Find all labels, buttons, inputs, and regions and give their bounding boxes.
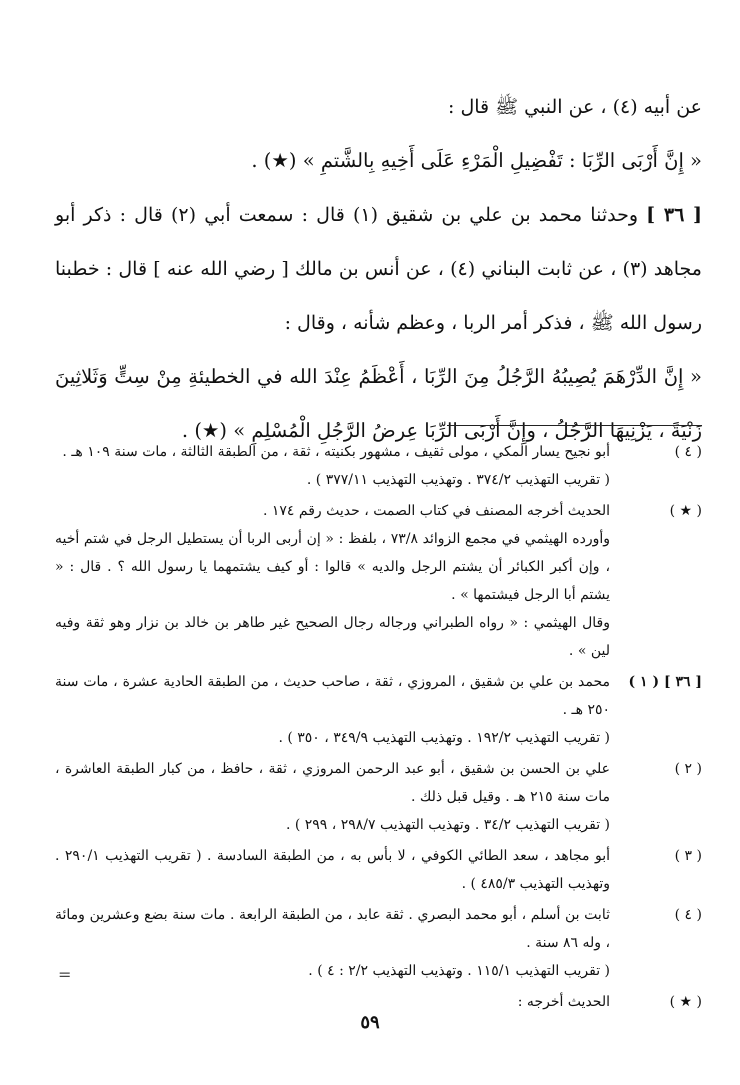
footnote-marker: ( ٤ ): [674, 444, 702, 460]
footnote: [55, 842, 702, 898]
footnote-marker: [ ٣٦ ] ( ١ ): [628, 674, 702, 690]
footnote-paragraph: أبو نجيح يسار المكي ، مولى ثقيف ، مشهور بكنيته ، ثقة ، من الطبقة الثالثة ، مات سنة ١٠٩ هـ .: [62, 444, 610, 460]
footnote-paragraph: الحديث أخرجه :: [517, 994, 610, 1010]
footnote: [55, 755, 702, 839]
footnotes: [55, 438, 702, 1019]
footnote-paragraph: وأورده الهيثمي في مجمع الزوائد ٧٣/٨ ، بلفظ : « إن أربى الربا أن يستطيل الرجل في شتم أخيه ، وإن أكبر الكبائر أن يشتم الرجل والديه » قالوا : أو كيف يشتمهما يا رسول الله ؟ . قال : « يشتم أبا الرجل فيشتمها » .: [55, 531, 611, 603]
footnote-paragraph: ( تقريب التهذيب ١١٥/١ . وتهذيب التهذيب ٢/٢ : ٤ ) .: [308, 963, 610, 979]
footnote-paragraph: ( تقريب التهذيب ٣٤/٢ . وتهذيب التهذيب ٢٩٨/٧ ، ٢٩٩ ) .: [285, 817, 610, 833]
footnote-marker: ( ٤ ): [674, 907, 702, 923]
footnote: [55, 668, 702, 752]
footnote-paragraph: ( تقريب التهذيب ٣٧٤/٢ . وتهذيب التهذيب ٣٧٧/١١ ) .: [306, 472, 610, 488]
footnote-body: [55, 755, 610, 839]
footnote-paragraph: علي بن الحسن بن شقيق ، أبو عبد الرحمن المروزي ، ثقة ، حافظ ، من كبار الطبقة العاشرة ، مات سنة ٢١٥ هـ . وقيل قبل ذلك .: [55, 761, 610, 805]
footnote-body: [55, 497, 610, 665]
footnote: [55, 497, 702, 665]
hadith-text-1: « إِنَّ أَرْبَى الرِّبَا : تَفْضِيلِ الْمَرْءِ عَلَى أَخِيهِ بِالشَّتمِ » (★) .: [251, 149, 702, 172]
footnote-paragraph: وقال الهيثمي : « رواه الطبراني ورجاله رجال الصحيح غير طاهر بن خالد بن نزار وهو ثقة وفيه لين » .: [55, 615, 610, 659]
narration-text: وحدثنا محمد بن علي بن شقيق (١) قال : سمعت أبي (٢) قال : ذكر أبو مجاهد (٣) ، عن ثابت البناني (٤) ، عن أنس بن مالك [ رضي الله عنه ] قال : خطبنا رسول الله ﷺ ، فذكر أمر الربا ، وعظم شأنه ، وقال :: [55, 204, 702, 334]
footnote-paragraph: محمد بن علي بن شقيق ، المروزي ، ثقة ، صاحب حديث ، من الطبقة الحادية عشرة ، مات سنة ٢٥٠ هـ .: [55, 674, 610, 718]
footnote-marker: ( ★ ): [669, 994, 702, 1010]
footnote-marker: ( ★ ): [669, 503, 702, 519]
page-number: ٥٩: [360, 1012, 380, 1033]
footnote-paragraph: ( تقريب التهذيب ١٩٢/٢ . وتهذيب التهذيب ٣٤٩/٩ ، ٣٥٠ ) .: [278, 730, 610, 746]
continuation-mark: =: [58, 965, 72, 984]
footnote-marker: ( ٣ ): [674, 848, 702, 864]
footnote: [55, 438, 702, 494]
entry-number: [ ٣٦ ]: [646, 204, 702, 226]
footnote-body: [55, 438, 610, 494]
footnote: [55, 901, 702, 985]
footnote-divider: [447, 425, 702, 426]
main-text: [55, 80, 702, 458]
footnote-paragraph: الحديث أخرجه المصنف في كتاب الصمت ، حديث رقم ١٧٤ .: [262, 503, 610, 519]
footnote-body: [55, 901, 610, 985]
intro-line: عن أبيه (٤) ، عن النبي ﷺ قال :: [448, 96, 702, 118]
footnote-marker: ( ٢ ): [674, 761, 702, 777]
hadith-text-2: « إِنَّ الدِّرْهَمَ يُصِيبُهُ الرَّجُلُ مِنَ الرِّبَا ، أَعْظَمُ عِنْدَ الله في الخطيئةِ مِنْ سِتٍّ وَثَلاثِينَ زَنْيَةً ، يَزْنِيهَا الرَّجُلُ ، وإِنَّ أَرْبَى الرِّبَا عِرضُ الرَّجُلِ الْمُسْلِمِ » (★) .: [55, 365, 702, 442]
footnote-paragraph: أبو مجاهد ، سعد الطائي الكوفي ، لا بأس به ، من الطبقة السادسة . ( تقريب التهذيب ٢٩٠/١ . وتهذيب التهذيب ٤٨٥/٣ ) .: [55, 848, 610, 892]
footnote-body: [55, 668, 610, 752]
footnote-body: [55, 842, 610, 898]
footnote-paragraph: ثابت بن أسلم ، أبو محمد البصري . ثقة عابد ، من الطبقة الرابعة . مات سنة بضع وعشرين ومائة ، وله ٨٦ سنة .: [55, 907, 610, 951]
entry-36: [55, 188, 702, 350]
